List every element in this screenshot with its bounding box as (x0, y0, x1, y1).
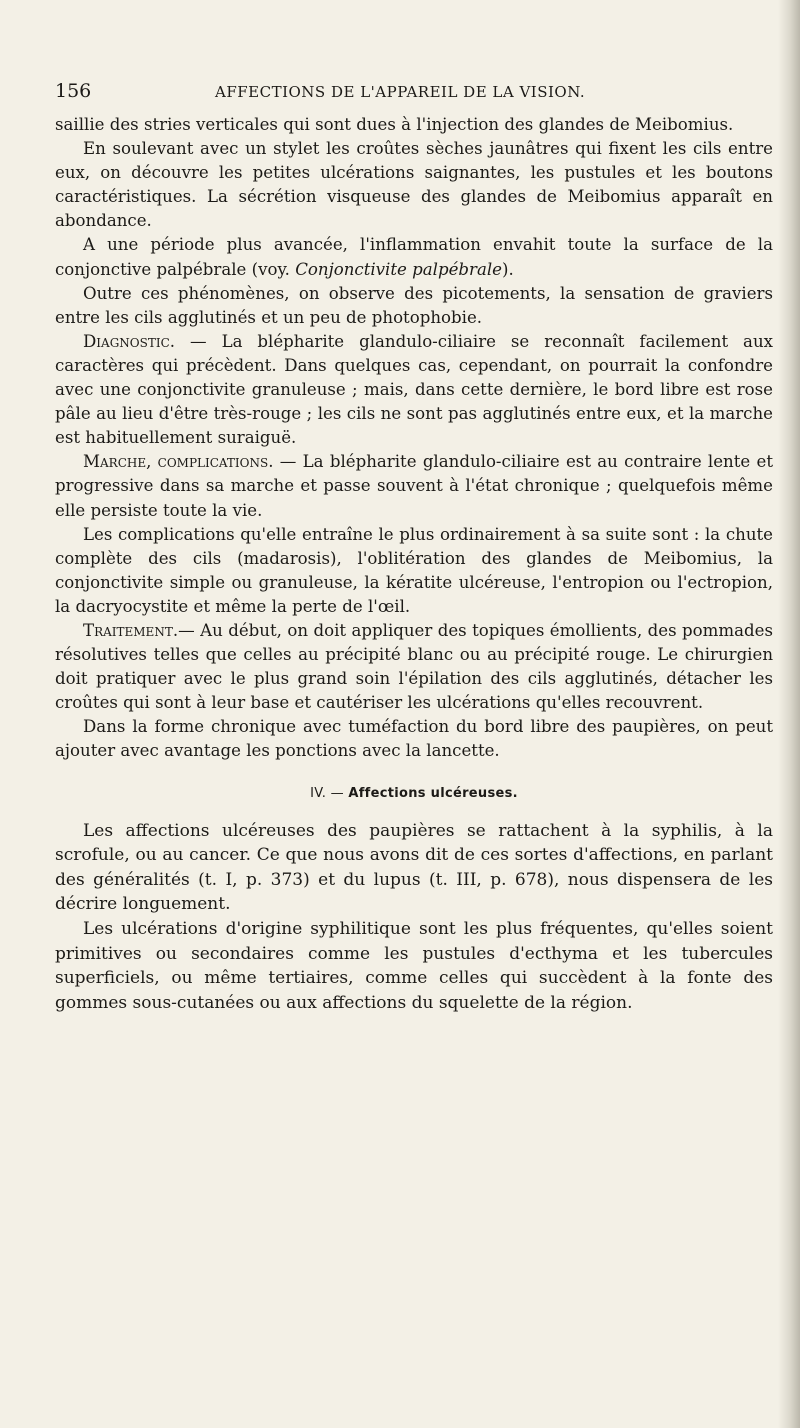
page-edge-shadow (778, 0, 800, 1428)
running-head (55, 80, 773, 106)
section-paragraph-1: Les affections ulcéreuses des paupières se rattachent à la syphilis, à la scrofule, ou au cancer. Ce que nous avons dit de ces sortes d'affections, en parlant des généralités (t. I, p. 373) et du lupus (t. III, p. 678), nous dispensera de les décrire longuement. (55, 820, 773, 915)
paragraph-body-traitement: — Au début, on doit appliquer des topiques émollients, des pommades résolutives telles que celles au précipité blanc ou au précipité rouge. Le chirurgien doit pratiquer avec le plus grand soin l'épilation des cils agglutinés, détacher les croûtes qui sont à leur base et cautériser les ulcérations qu'elles recouvrent. (55, 620, 773, 713)
page-number: 156 (55, 80, 92, 102)
paragraph-body-marche: — La blépharite glandulo-ciliaire est au contraire lente et progressive dans sa marche et passe souvent à l'état chronique ; quelquefois même elle persiste toute la vie. (55, 452, 773, 520)
running-title: AFFECTIONS DE L'APPAREIL DE LA VISION. (215, 83, 586, 101)
paragraph-3-text-before: A une période plus avancée, l'inflammation envahit toute la surface de la conjonctive palpébrale (voy. (55, 235, 773, 279)
section-paragraph-2: Les ulcérations d'origine syphilitique sont les plus fréquentes, qu'elles soient primitives ou secondaires comme les pustules d'ecthyma et les tubercules superficiels, ou même tertiaires, comme celles qui succèdent à la fonte des gommes sous-cutanées ou aux affections du squelette de la région. (55, 918, 773, 1013)
paragraph-marche (55, 450, 773, 522)
paragraph-4: Outre ces phénomènes, on observe des picotements, la sensation de graviers entre les cils agglutinés et un peu de photophobie. (55, 283, 773, 327)
paragraph-forme-chronique: Dans la forme chronique avec tuméfaction du bord libre des paupières, on peut ajouter avec avantage les ponctions avec la lancette. (55, 717, 773, 761)
paragraph-1: saillie des stries verticales qui sont dues à l'injection des glandes de Meibomius. (55, 115, 734, 134)
paragraph-complications: Les complications qu'elle entraîne le plus ordinairement à sa suite sont : la chute complète des cils (madarosis), l'oblitération des glandes de Meibomius, la conjonctivite simple ou granuleuse, la kératite ulcéreuse, l'entropion ou l'ectropion, la dacryocystite et même la perte de l'œil. (55, 524, 773, 616)
page-content (55, 80, 773, 1015)
paragraph-body-diagnostic: — La blépharite glandulo-ciliaire se reconnaît facilement aux caractères qui précèdent. Dans quelques cas, cependant, on pourrait la confondre avec une conjonctivite granuleuse ; mais, dans cette dernière, le bord libre est rose pâle au lieu d'être très-rouge ; les cils ne sont pas agglutinés entre eux, et la marche est habituellement suraiguë. (55, 331, 773, 448)
paragraph-lead-diagnostic: Diagnostic. (83, 331, 176, 351)
section-heading (55, 786, 773, 801)
paragraph-diagnostic (55, 330, 773, 450)
section-number: IV. — (310, 785, 344, 801)
paragraph-3-text-after: ). (501, 259, 514, 279)
paragraph-lead-traitement: Traitement. (83, 620, 179, 640)
section-body (55, 819, 773, 1016)
paragraph-2: En soulevant avec un stylet les croûtes sèches jaunâtres qui fixent les cils entre eux, on découvre les petites ulcérations saignantes, les pustules et les boutons caractéristiques. La sécrétion visqueuse des glandes de Meibomius apparaît en abondance. (55, 139, 773, 231)
paragraph-lead-marche: Marche, complications. (83, 452, 274, 472)
section-title: Affections ulcéreuses. (348, 785, 518, 801)
paragraph-3 (55, 233, 773, 281)
paragraph-traitement (55, 619, 773, 715)
paragraph-3-italic: Conjonctivite palpébrale (295, 259, 502, 279)
